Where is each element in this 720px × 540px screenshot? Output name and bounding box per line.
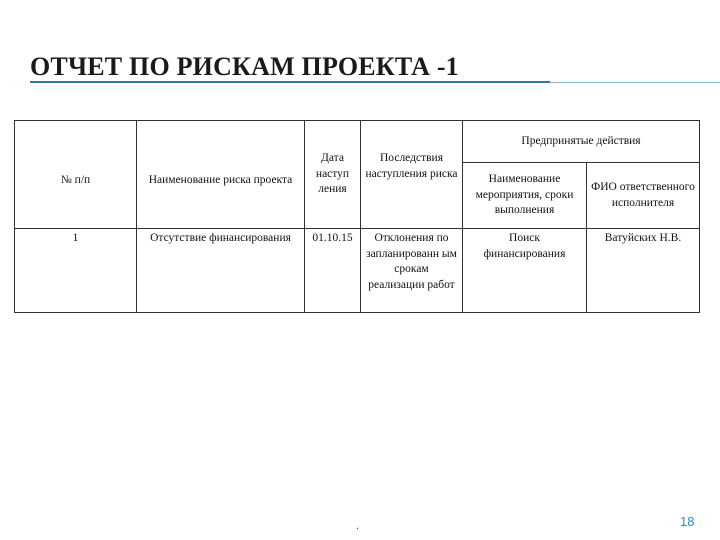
footer-dot: .	[356, 518, 359, 532]
title-underline-accent	[30, 81, 550, 83]
header-date: Дата наступ ления	[305, 121, 361, 229]
header-responsible: ФИО ответственного исполнителя	[587, 163, 700, 229]
header-num: № п/п	[15, 121, 137, 229]
page-title: ОТЧЕТ ПО РИСКАМ ПРОЕКТА -1	[30, 52, 459, 81]
header-risk-name: Наименование риска проекта	[137, 121, 305, 229]
table-header-row	[15, 121, 700, 163]
row-date: 01.10.15	[305, 229, 361, 313]
page-number: 18	[680, 514, 695, 529]
row-responsible: Ватуйских Н.В.	[587, 229, 700, 313]
row-num: 1	[15, 229, 137, 313]
row-measure: Поиск финансирования	[463, 229, 587, 313]
row-consequences: Отклонения по запланированн ым срокам реализации работ	[361, 229, 463, 313]
header-measure: Наименование мероприятия, сроки выполнения	[463, 163, 587, 229]
row-risk-name: Отсутствие финансирования	[137, 229, 305, 313]
table-row	[15, 229, 700, 313]
header-actions-group: Предпринятые действия	[463, 121, 700, 163]
risk-table	[14, 120, 700, 313]
header-consequences: Последствия наступления риска	[361, 121, 463, 229]
